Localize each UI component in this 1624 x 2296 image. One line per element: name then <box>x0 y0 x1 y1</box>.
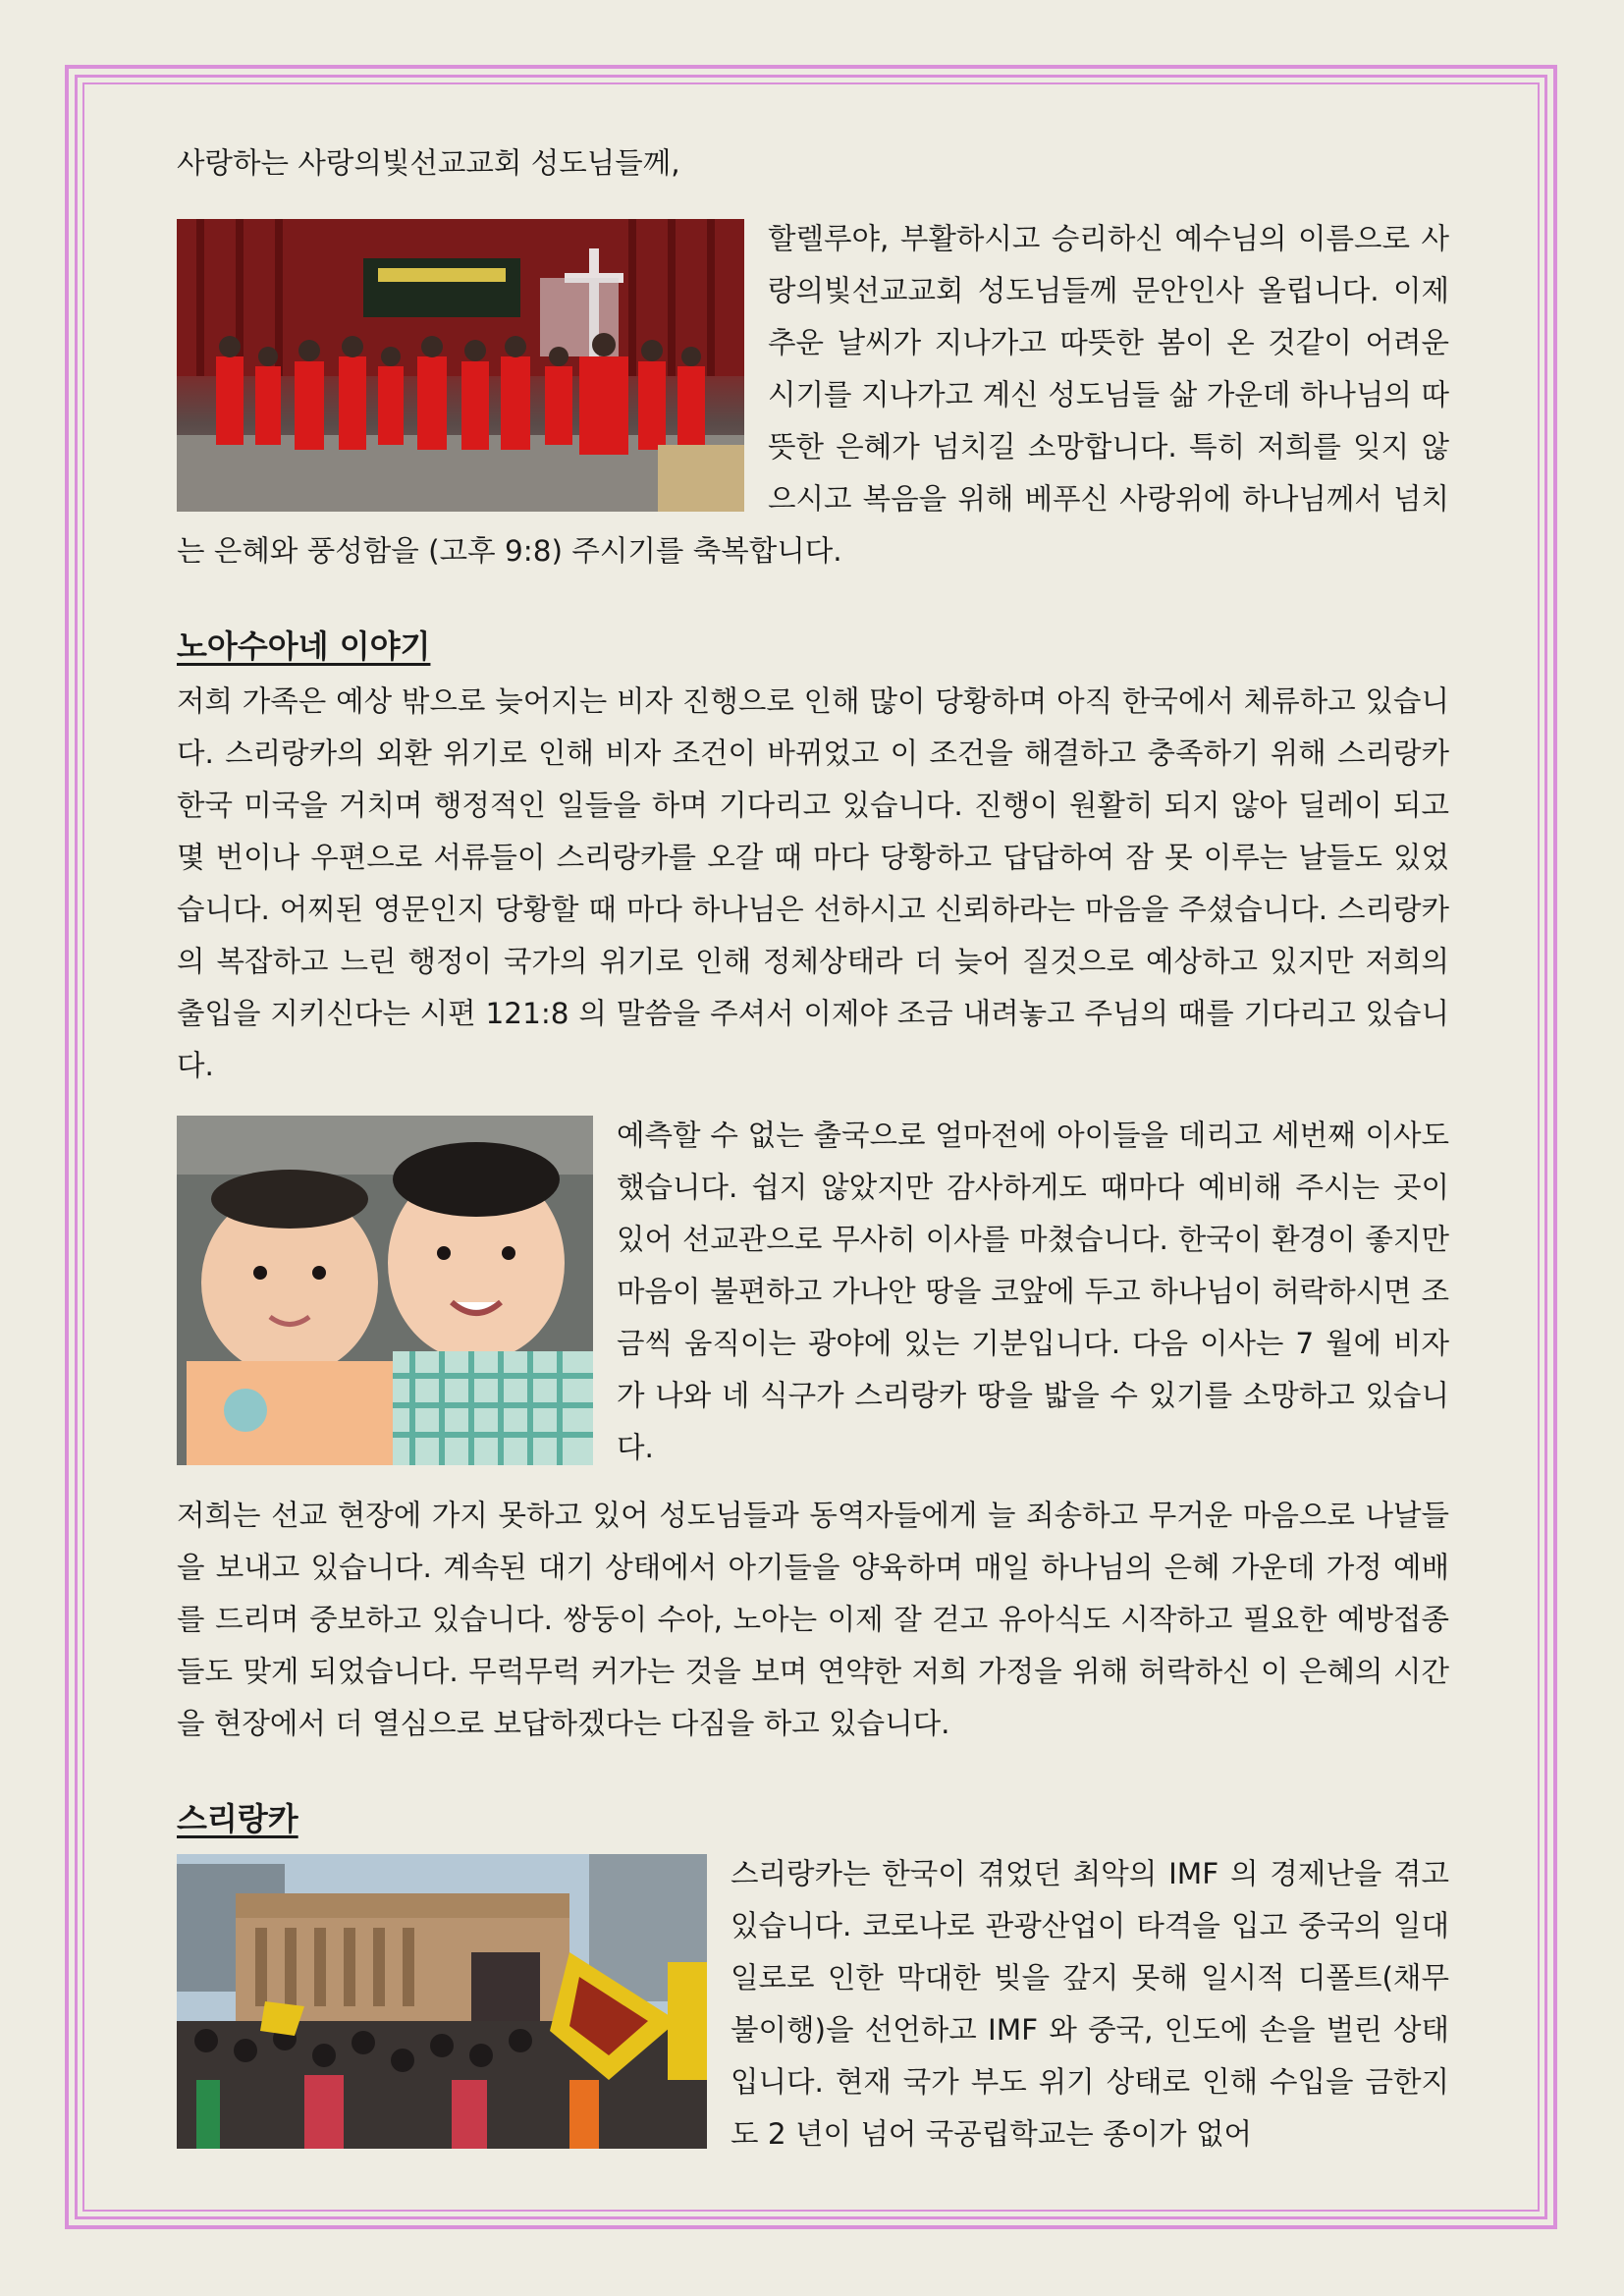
letter-body <box>177 137 1449 2160</box>
section-title-noah-sua: 노아수아네 이야기 <box>177 628 431 665</box>
section1-paragraph-3: 저희는 선교 현장에 가지 못하고 있어 성도님들과 동역자들에게 늘 죄송하고 무거운 마음으로 나날들을 보내고 있습니다. 계속된 대기 상태에서 아기들을 양육하며 매일 하나님의 은혜 가운데 가정 예배를 드리며 중보하고 있습니다. 쌍둥이 수아, 노아는 이제 잘 걷고 유아식도 시작하고 필요한 예방접종들도 맞게 되었습니다. 무럭무럭 커가는 것을 보며 연약한 저희 가정을 위해 허락하신 이 은혜의 시간을 현장에서 더 열심으로 보답하겠다는 다짐을 하고 있습니다. <box>177 1499 1449 1740</box>
church-stage-photo <box>177 219 744 512</box>
section2-paragraph-1: 스리랑카는 한국이 겪었던 최악의 IMF 의 경제난을 겪고 있습니다. 코로나로 관광산업이 타격을 입고 중국의 일대일로로 인한 막대한 빚을 갚지 못해 일시적 디폴트(채무불이행)을 선언하고 IMF 와 중국, 인도에 손을 벌린 상태입니다. 현재 국가 부도 위기 상태로 인해 수입을 금한지도 2 년이 넘어 국공립학교는 종이가 없어 <box>731 1857 1449 2151</box>
intro-paragraph: 할렐루야, 부활하시고 승리하신 예수님의 이름으로 사랑의빛선교교회 성도님들께 문안인사 올립니다. 이제 추운 날씨가 지나가고 따뜻한 봄이 온 것같이 어려운 시기를 지나가고 계신 성도님들 삶 가운데 하나님의 따뜻한 은혜가 넘치길 소망합니다. 특히 저희를 잊지 않으시고 복음을 위해 베푸신 사랑위에 하나님께서 넘치는 은혜와 풍성함을 (고후 9:8) 주시기를 축복합니다. <box>177 222 1449 568</box>
greeting: 사랑하는 사랑의빛선교교회 성도님들께, <box>177 146 680 180</box>
twins-photo <box>177 1116 593 1465</box>
section1-paragraph-1: 저희 가족은 예상 밖으로 늦어지는 비자 진행으로 인해 많이 당황하며 아직 한국에서 체류하고 있습니다. 스리랑카의 외환 위기로 인해 비자 조건이 바뀌었고 이 조건을 해결하고 충족하기 위해 스리랑카 한국 미국을 거치며 행정적인 일들을 하며 기다리고 있습니다. 진행이 원활히 되지 않아 딜레이 되고 몇 번이나 우편으로 서류들이 스리랑카를 오갈 때 마다 당황하고 답답하여 잠 못 이루는 날들도 있었습니다. 어찌된 영문인지 당황할 때 마다 하나님은 선하시고 신뢰하라는 마음을 주셨습니다. 스리랑카의 복잡하고 느린 행정이 국가의 위기로 인해 정체상태라 더 늦어 질것으로 예상하고 있지만 저희의 출입을 지키신다는 시편 121:8 의 말씀을 주셔서 이제야 조금 내려놓고 주님의 때를 기다리고 있습니다. <box>177 684 1449 1082</box>
section1-paragraph-2: 예측할 수 없는 출국으로 얼마전에 아이들을 데리고 세번째 이사도 했습니다. 쉽지 않았지만 감사하게도 때마다 예비해 주시는 곳이 있어 선교관으로 무사히 이사를 마쳤습니다. 한국이 환경이 좋지만 마음이 불편하고 가나안 땅을 코앞에 두고 하나님이 허락하시면 조금씩 움직이는 광야에 있는 기분입니다. 다음 이사는 7 월에 비자가 나와 네 식구가 스리랑카 땅을 밟을 수 있기를 소망하고 있습니다. <box>617 1119 1449 1464</box>
section-title-sri-lanka: 스리랑카 <box>177 1800 298 1837</box>
protest-photo <box>177 1854 707 2149</box>
